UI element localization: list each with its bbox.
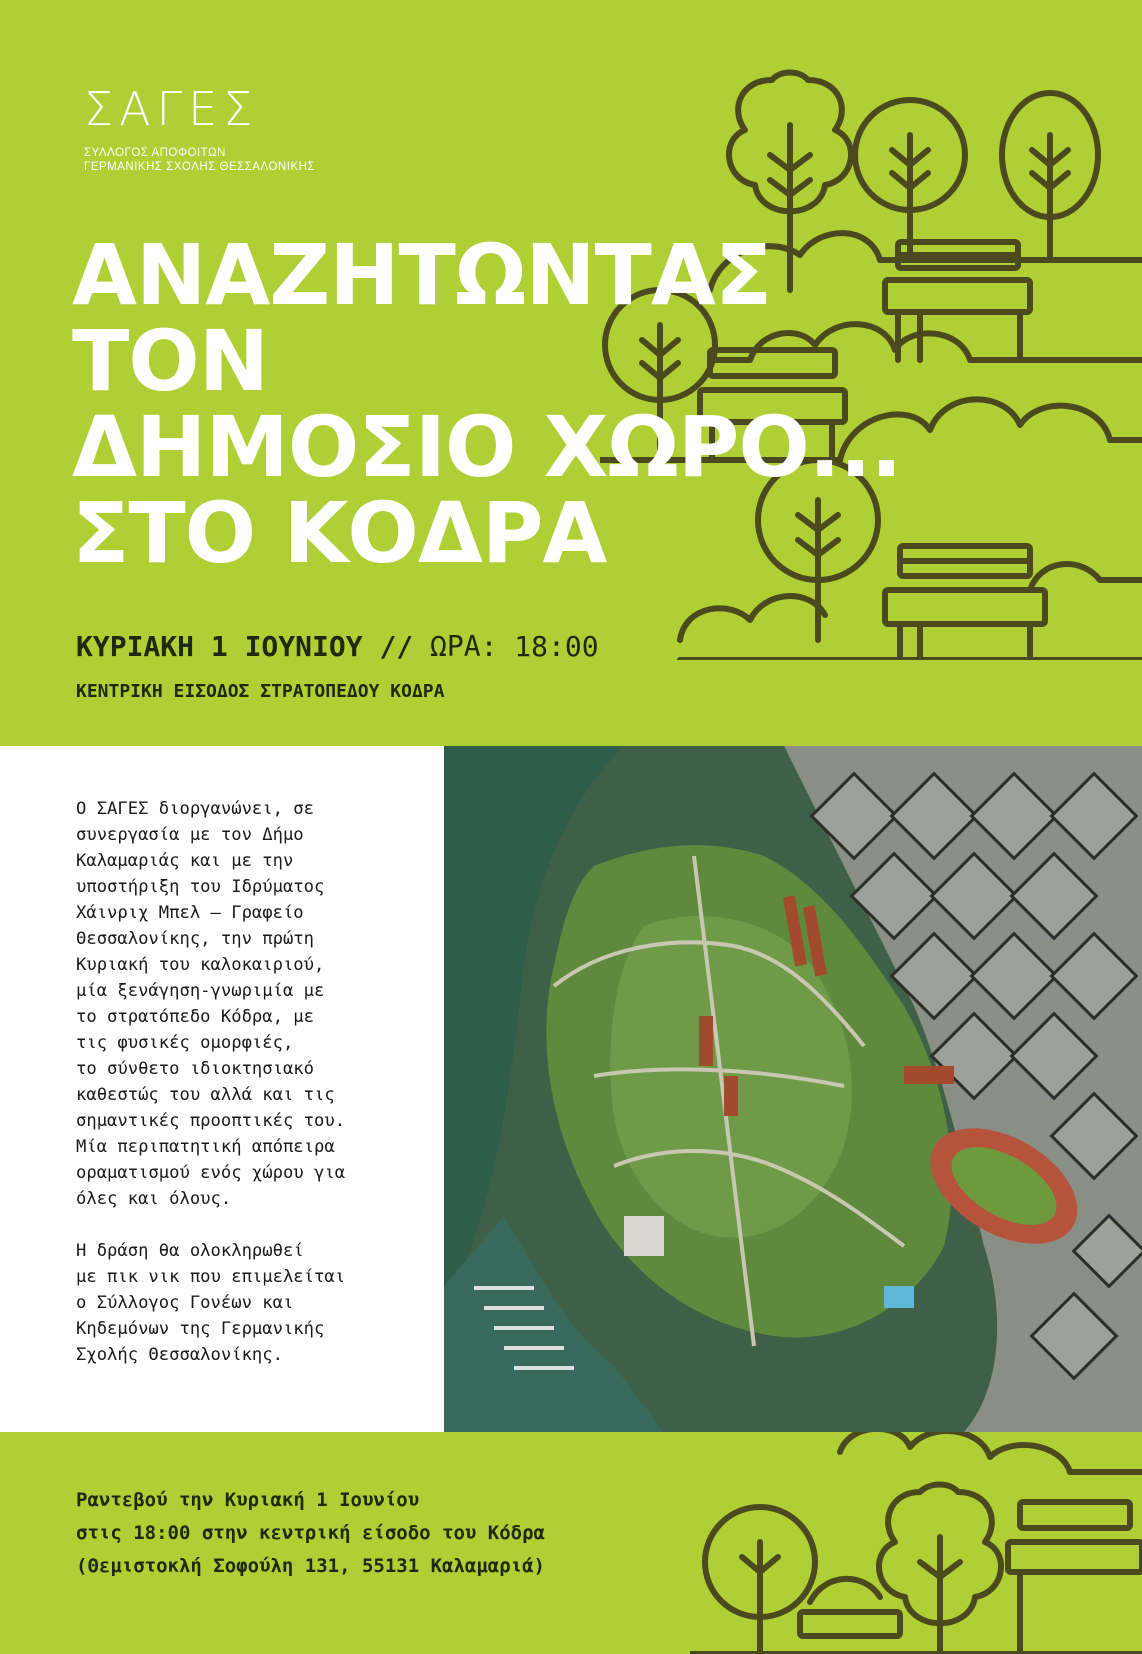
- title-line: ΤΟΝ: [72, 312, 269, 410]
- rendezvous-line: (Θεμιστοκλή Σοφούλη 131, 55131 Καλαμαριά): [76, 1555, 545, 1577]
- event-venue: ΚΕΝΤΡΙΚΗ ΕΙΣΟΔΟΣ ΣΤΡΑΤΟΠΕΔΟΥ ΚΟΔΡΑ: [76, 681, 445, 702]
- event-date: ΚΥΡΙΑΚΗ 1 ΙΟΥΝΙΟΥ: [76, 630, 363, 663]
- event-separator: //: [379, 630, 414, 663]
- description-panel: [0, 746, 444, 1432]
- event-time: ΩΡΑ: 18:00: [430, 630, 599, 663]
- content-section: [0, 746, 1142, 1432]
- description-paragraph: Η δράση θα ολοκληρωθεί με πικ νικ που επιμελείται ο Σύλλογος Γονέων και Κηδεμόνων της Γερμανικής Σχολής Θεσσαλονίκης.: [76, 1241, 346, 1365]
- event-date-time: [76, 630, 599, 663]
- page-title: [72, 226, 902, 582]
- satellite-map-image: [444, 746, 1142, 1432]
- satellite-map: [444, 746, 1142, 1432]
- bush-icon: [840, 1432, 1142, 1472]
- rendezvous-line: στις 18:00 στην κεντρική είσοδο του Κόδρα: [76, 1522, 545, 1544]
- rendezvous-line: Ραντεβού την Κυριακή 1 Ιουνίου: [76, 1489, 420, 1511]
- header-section: [0, 0, 1142, 746]
- rendezvous-info: [76, 1484, 545, 1583]
- logo: [84, 82, 315, 174]
- description-paragraph: Ο ΣΑΓΕΣ διοργανώνει, σε συνεργασία με τον Δήμο Καλαμαριάς και με την υποστήριξη του Ιδρύματος Χάινριχ Μπελ – Γραφείο Θεσσαλονίκης, την πρώτη Κυριακή του καλοκαιριού, μία ξενάγηση-γνωριμία με το στρατόπεδο Κόδρα, με τις φυσικές ομορφιές, το σύνθετο ιδιοκτησιακό καθεστώς του αλλά και τις σημαντικές προοπτικές του. Μία περιπατητική απόπειρα οραματισμού ενός χώρου για όλες και όλους.: [76, 799, 346, 1209]
- logo-subtitle-line1: ΣΥΛΛΟΓΟΣ ΑΠΟΦΟΙΤΩΝ: [84, 147, 226, 159]
- logo-mark: ΣΑΓΕΣ: [84, 82, 259, 136]
- bench-icon: [885, 546, 1045, 660]
- tree-icon: [1002, 93, 1098, 260]
- logo-subtitle-line2: ΓΕΡΜΑΝΙΚΗΣ ΣΧΟΛΗΣ ΘΕΣΣΑΛΟΝΙΚΗΣ: [84, 161, 315, 173]
- bench-icon: [1008, 1502, 1142, 1654]
- title-line: ΣΤΟ ΚΟΔΡΑ: [72, 484, 607, 582]
- bench-icon: [800, 1612, 900, 1636]
- footer-section: [0, 1432, 1142, 1654]
- description: [76, 796, 436, 1394]
- title-line: ΑΝΑΖΗΤΩΝΤΑΣ: [72, 226, 772, 324]
- park-illustration-bottom: [690, 1432, 1142, 1654]
- title-line: ΔΗΜΟΣΙΟ ΧΩΡΟ...: [72, 398, 902, 496]
